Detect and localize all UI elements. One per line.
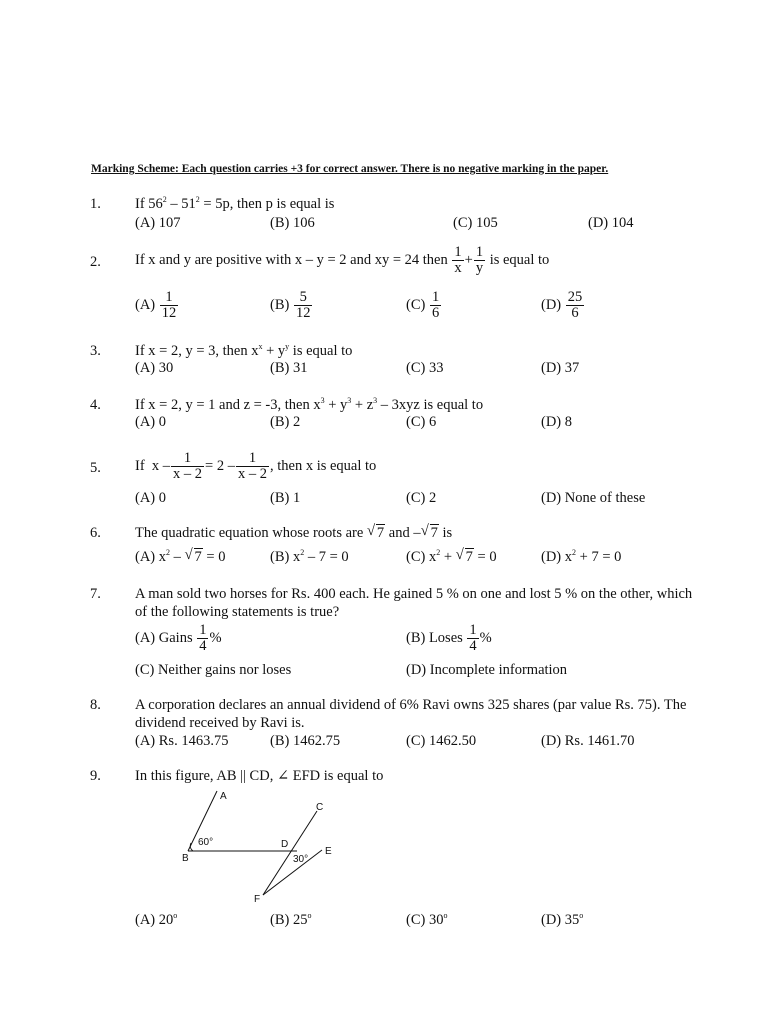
question-number: 9. xyxy=(90,768,101,784)
angle-icon: ∠ xyxy=(276,768,290,784)
label-d: D xyxy=(281,839,289,850)
option-b: (B) 31 xyxy=(270,360,308,376)
option-c: (C) 6 xyxy=(406,414,437,430)
question-8-line-2: dividend received by Ravi is. xyxy=(135,715,305,731)
question-number: 1. xyxy=(90,196,101,212)
option-a: (A) $\frac{1}{12}$ xyxy=(135,289,177,321)
option-b: (B) 106 xyxy=(270,215,315,231)
option-d: (D) 37 xyxy=(541,360,580,376)
option-c: (C) Neither gains nor loses xyxy=(135,662,292,678)
question-4-text: If x = 2, y = 1 and z = -3, then $x^3 + y^3 + z^3 - 3xyz$ is equal to xyxy=(135,396,484,413)
question-2-text: If x and y are positive with x – y = 2 and xy = 24 then $\frac{1}{x}$ + $\frac{1}{y}$ is equal to xyxy=(135,244,550,276)
option-a: (A) 107 xyxy=(135,215,181,231)
question-number: 7. xyxy=(90,586,101,602)
option-b: (B) 25$^o$ xyxy=(270,911,312,928)
line-cf xyxy=(263,811,317,895)
option-a: (A) 20$^o$ xyxy=(135,911,178,928)
option-c: (C) 2 xyxy=(406,490,437,506)
option-d: (D) 104 xyxy=(588,215,634,231)
label-b: B xyxy=(182,853,189,864)
option-d: (D) None of these xyxy=(541,490,646,506)
option-c: (C) $x^2$ + √ 7 = 0 xyxy=(406,547,497,565)
label-c: C xyxy=(316,802,324,813)
option-b: (B) 2 xyxy=(270,414,301,430)
question-7-line-1: A man sold two horses for Rs. 400 each. He gained 5 % on one and lost 5 % on the other, which xyxy=(135,586,693,602)
option-d: (D) $x^2 + 7 = 0$ xyxy=(541,548,622,565)
option-c: (C) 33 xyxy=(406,360,444,376)
question-8-line-1: A corporation declares an annual dividend of 6% Ravi owns 325 shares (par value Rs. 75). The xyxy=(135,697,687,713)
option-d: (D) 8 xyxy=(541,414,573,430)
option-b: (B) $x^2 - 7 = 0$ xyxy=(270,548,349,565)
question-number: 3. xyxy=(90,343,101,359)
parallel-lines-figure xyxy=(170,785,350,905)
angle-30-label: 30° xyxy=(293,854,309,865)
marking-scheme-header: Marking Scheme: Each question carries +3 for correct answer. There is no negative marking in the paper. xyxy=(91,163,609,175)
option-d: (D) 35$^o$ xyxy=(541,911,584,928)
option-c: (C) 105 xyxy=(453,215,498,231)
question-5-text: If x – $\frac{1}{x - 2}$ = 2 – $\frac{1}{x - 2}$ , then x is equal to xyxy=(135,450,377,482)
question-number: 6. xyxy=(90,525,101,541)
option-b: (B) 1462.75 xyxy=(270,733,341,749)
label-e: E xyxy=(325,846,332,857)
question-1-text: If $56^2 - 51^2 = 5p$, then p is equal is xyxy=(135,195,335,212)
angle-60-label: 60° xyxy=(198,837,214,848)
option-d: (D) $\frac{25}{6}$ xyxy=(541,289,583,321)
question-number: 4. xyxy=(90,397,101,413)
question-number: 8. xyxy=(90,697,101,713)
option-d: (D) Rs. 1461.70 xyxy=(541,733,635,749)
option-b: (B) 1 xyxy=(270,490,301,506)
option-b: (B) Loses $\frac{1}{4}$ % xyxy=(406,622,492,654)
option-a: (A) Rs. 1463.75 xyxy=(135,733,229,749)
option-c: (C) 30$^o$ xyxy=(406,911,448,928)
option-c: (C) 1462.50 xyxy=(406,733,477,749)
option-a: (A) Gains $\frac{1}{4}$ % xyxy=(135,622,222,654)
option-a: (A) 30 xyxy=(135,360,174,376)
option-a: (A) $x^2$ – √ 7 = 0 xyxy=(135,547,226,565)
label-a: A xyxy=(220,791,227,802)
question-6-text: The quadratic equation whose roots are √ 7 and – √ 7 is xyxy=(135,523,453,541)
option-a: (A) 0 xyxy=(135,490,167,506)
question-9-text: In this figure, AB || CD, ∠ EFD is equal to xyxy=(135,768,384,784)
option-d: (D) Incomplete information xyxy=(406,662,568,678)
question-number: 5. xyxy=(90,460,101,476)
question-7-line-2: of the following statements is true? xyxy=(135,604,340,620)
label-f: F xyxy=(254,894,261,905)
option-b: (B) $\frac{5}{12}$ xyxy=(270,289,311,321)
question-3-text: If x = 2, y = 3, then $x^x + y^y$ is equal to xyxy=(135,342,353,359)
option-a: (A) 0 xyxy=(135,414,167,430)
option-c: (C) $\frac{1}{6}$ xyxy=(406,289,440,321)
question-number: 2. xyxy=(90,254,101,270)
